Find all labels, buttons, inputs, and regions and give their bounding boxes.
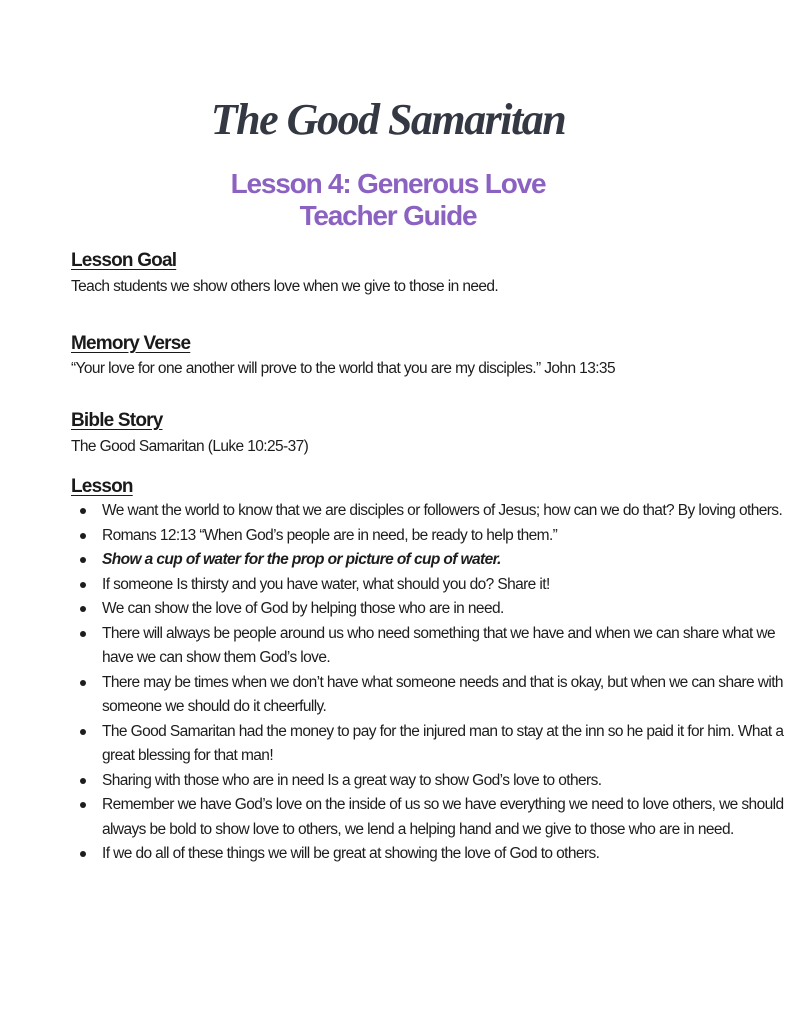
document-subtitle — [0, 168, 776, 232]
bullet-icon — [80, 508, 86, 514]
list-item-text: There may be times when we don’t have what someone needs and that is okay, but when we can share with someone we should do it cheerfully. — [102, 673, 783, 715]
list-item-text: Show a cup of water for the prop or picture of cup of water. — [102, 551, 501, 568]
list-item — [102, 842, 792, 867]
bullet-icon — [80, 729, 86, 735]
subtitle-lesson-name: Lesson 4: Generous Love — [230, 168, 546, 199]
bullet-icon — [80, 582, 86, 588]
list-item-text: We can show the love of God by helping those who are in need. — [102, 600, 504, 617]
list-item — [102, 769, 792, 794]
list-item — [102, 524, 792, 549]
list-item-text: Remember we have God’s love on the inside of us so we have everything we need to love others, we should always be bold to show love to others, we lend a helping hand and we give to those who are in need. — [102, 796, 784, 838]
list-item — [102, 499, 792, 524]
lesson-heading: Lesson — [71, 476, 133, 497]
list-item — [102, 573, 792, 598]
memory-verse-heading: Memory Verse — [71, 333, 191, 354]
document-title: The Good Samaritan — [210, 95, 566, 144]
list-item — [102, 597, 792, 622]
list-item — [102, 671, 792, 720]
list-item-text: The Good Samaritan had the money to pay for the injured man to stay at the inn so he paid it for him. What a great blessing for that man! — [102, 722, 784, 764]
bullet-icon — [80, 533, 86, 539]
list-item-text: Romans 12:13 “When God’s people are in need, be ready to help them.” — [102, 526, 558, 544]
list-item — [102, 622, 792, 671]
bullet-icon — [80, 778, 86, 784]
bible-story-heading: Bible Story — [71, 410, 163, 431]
lesson-goal-text: Teach students we show others love when we give to those in need. — [71, 278, 499, 295]
list-item-text: There will always be people around us who need something that we have and when we can share what we have we can show them God’s love. — [102, 624, 775, 666]
list-item — [102, 548, 792, 573]
subtitle-guide-label: Teacher Guide — [299, 200, 477, 231]
list-item-text: If someone Is thirsty and you have water, what should you do? Share it! — [102, 575, 550, 593]
list-item-text: We want the world to know that we are disciples or followers of Jesus; how can we do that? By loving others. — [102, 502, 783, 519]
lesson-bullet-list — [71, 499, 792, 867]
memory-verse-text: “Your love for one another will prove to the world that you are my disciples.” John 13:35 — [71, 360, 615, 377]
bullet-icon — [80, 557, 86, 563]
bullet-icon — [80, 606, 86, 612]
list-item-text: Sharing with those who are in need Is a great way to show God’s love to others. — [102, 771, 602, 789]
list-item-text: If we do all of these things we will be great at showing the love of God to others. — [102, 845, 600, 862]
list-item — [102, 720, 792, 769]
bullet-icon — [80, 631, 86, 637]
lesson-goal-heading: Lesson Goal — [71, 250, 177, 271]
bible-story-text: The Good Samaritan (Luke 10:25-37) — [71, 438, 309, 455]
bullet-icon — [80, 680, 86, 686]
bullet-icon — [80, 802, 86, 808]
list-item — [102, 793, 792, 842]
bullet-icon — [80, 851, 86, 857]
